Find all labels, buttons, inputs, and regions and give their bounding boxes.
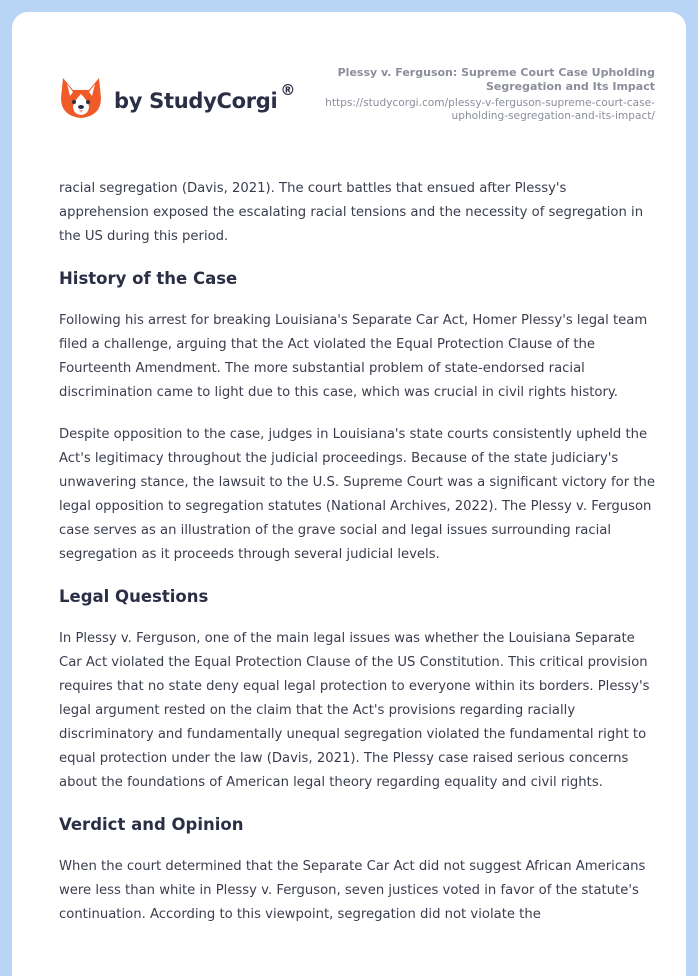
document-meta: [325, 66, 655, 123]
page-header: [12, 12, 686, 162]
document-url[interactable]: https://studycorgi.com/plessy-v-ferguson-supreme-court-case-upholding-segregation-and-its-impact/: [325, 97, 655, 122]
section-heading-verdict: Verdict and Opinion: [59, 815, 244, 834]
article-body: [59, 177, 657, 945]
studycorgi-logo[interactable]: [60, 76, 295, 120]
registered-mark: ®: [280, 81, 296, 99]
document-title: Plessy v. Ferguson: Supreme Court Case Upholding Segregation and Its Impact: [337, 66, 655, 93]
paragraph: In Plessy v. Ferguson, one of the main legal issues was whether the Louisiana Separate Car Act violated the Equal Protection Clause of the US Constitution. This critical provision requires that no state deny equal legal protection to everyone within its borders. Plessy's legal argument rested on the claim that the Act's provisions regarding racially discriminatory and fundamentally unequal segregation violated the fundamental right to equal protection under the law (Davis, 2021). The Plessy case raised serious concerns about the foundations of American legal theory regarding equality and civil rights.: [59, 631, 650, 790]
section-heading-legal-questions: Legal Questions: [59, 587, 209, 606]
corgi-icon: [60, 76, 102, 120]
brand-name: by StudyCorgi ®: [114, 81, 296, 113]
intro-paragraph: racial segregation (Davis, 2021). The court battles that ensued after Plessy's apprehension exposed the escalating racial tensions and the necessity of segregation in the US during this period.: [59, 181, 644, 244]
document-page: [12, 12, 686, 976]
paragraph: When the court determined that the Separate Car Act did not suggest African Americans were less than white in Plessy v. Ferguson, seven justices voted in favor of the statute's continuation. According to this viewpoint, segregation did not violate the: [59, 859, 646, 922]
paragraph: Following his arrest for breaking Louisiana's Separate Car Act, Homer Plessy's legal team filed a challenge, arguing that the Act violated the Equal Protection Clause of the Fourteenth Amendment. The more substantial problem of state-endorsed racial discrimination came to light due to this case, which was crucial in civil rights history.: [59, 313, 648, 400]
section-heading-history: History of the Case: [59, 269, 238, 288]
paragraph: Despite opposition to the case, judges in Louisiana's state courts consistently upheld the Act's legitimacy throughout the judicial proceedings. Because of the state judiciary's unwavering stance, the lawsuit to the U.S. Supreme Court was a significant victory for the legal opposition to segregation statutes (National Archives, 2022). The Plessy v. Ferguson case serves as an illustration of the grave social and legal issues surrounding racial segregation as it proceeds through several judicial levels.: [59, 427, 655, 562]
